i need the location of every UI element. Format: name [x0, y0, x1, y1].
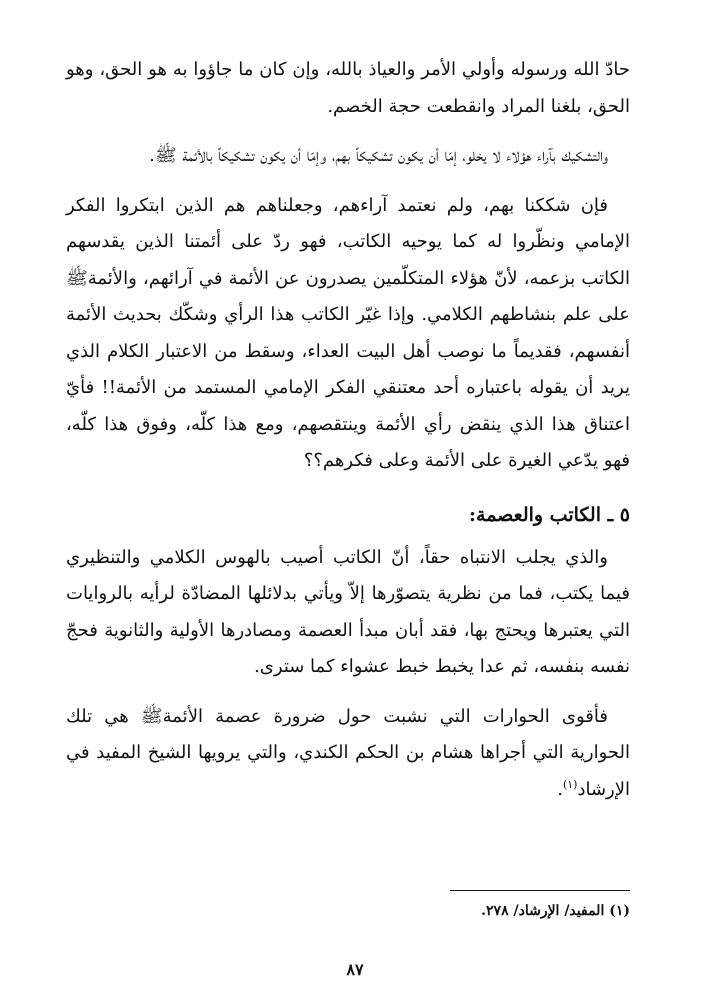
paragraph-5-end: .: [557, 778, 563, 800]
footnote: (١) المفيد/ الإرشاد/ ٢٧٨.: [481, 903, 630, 919]
paragraph-2: والتشكيك بآراء هؤلاء لا يخلو، إمّا أن يكون تشكيكاً بهم، وإمّا أن يكون تشكيكاً بالأئمة ﷺ.: [149, 145, 608, 166]
paragraph-4: والذي يجلب الانتباه حقاً، أنّ الكاتب أصيب بالهوس الكلامي والتنظيري فيما يكتب، فما من نظرية يتصوّرها إلاّ ويأتي بدلائلها المضادّة لرأيه بالروايات التي يعتبرها ويحتج بها، فقد أبان مبدأ العصمة ومصادرها الأولية والثانوية فحجّ نفسه بنفسه، ثم عدا يخبط خبط عشواء كما سترى.: [66, 546, 630, 677]
paragraph-1: حادّ الله ورسوله وأولي الأمر والعياذ بالله، وإن كان ما جاؤوا به هو الحق، وهو الحق، بلغنا المراد وانقطعت حجة الخصم.: [66, 59, 630, 117]
footnote-marker: (١): [562, 777, 578, 791]
page-number: ٨٧: [346, 960, 364, 979]
paragraph-5: [66, 699, 630, 809]
section-heading: ٥ ـ الكاتب والعصمة:: [469, 503, 630, 526]
footnote-divider: [450, 890, 630, 891]
paragraph-5-text: فأقوى الحوارات التي نشبت حول ضرورة عصمة الأئمةﷺ هي تلك الحوارية التي أجراها هشام بن الحكم الكندي، والتي يرويها الشيخ المفيد في الإرشاد: [66, 705, 630, 800]
paragraph-3: فإن شككنا بهم، ولم نعتمد آراءهم، وجعلناهم هم الذين ابتكروا الفكر الإمامي ونظّروا له كما يوحيه الكاتب، فهو ردّ على أئمتنا الذين يقدسهم الكاتب بزعمه، لأنّ هؤلاء المتكلّمين يصدرون عن الأئمة في آرائهم، والأئمةﷺ على علم بنشاطهم الكلامي. وإذا غيّر الكاتب هذا الرأي وشكّك بحديث الأئمة أنفسهم، فقديماً ما نوصب أهل البيت العداء، وسقط من الاعتبار الكلام الذي يريد أن يقوله باعتباره أحد معتنقي الفكر الإمامي المستمد من الأئمة!! فأيّ اعتناق هذا الذي ينقض رأي الأئمة وينتقصهم، ومع هذا كلّه، وفوق هذا كلّه، فهو يدّعي الغيرة على الأئمة وعلى فكرهم؟؟: [66, 194, 630, 471]
page-body: [66, 52, 630, 821]
